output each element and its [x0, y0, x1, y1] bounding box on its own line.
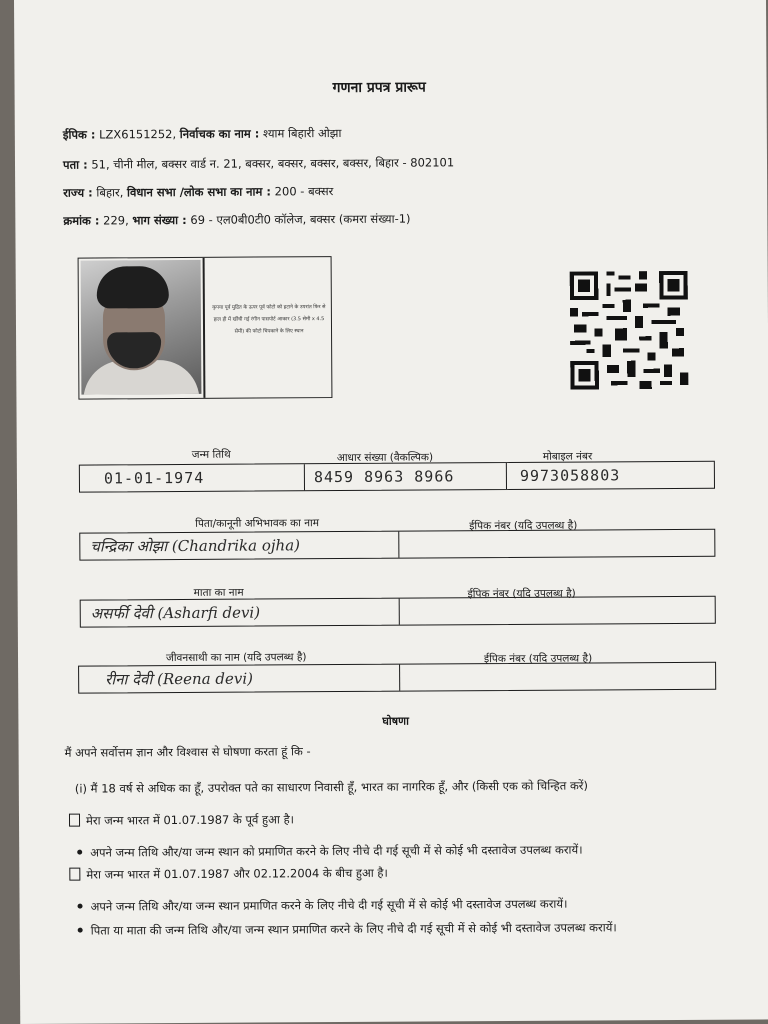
option1-checkbox[interactable] — [69, 814, 80, 827]
part-value: 69 - एल0बी0टी0 कॉलेज, बक्सर (कमरा संख्या-1) — [190, 211, 411, 227]
serial-line — [63, 212, 410, 229]
mother-epic-label: ईपिक नंबर (यदि उपलब्ध है) — [467, 587, 576, 601]
elector-photo — [81, 260, 202, 395]
address-value: 51, चीनी मील, बक्सर वार्ड न. 21, बक्सर, बक्सर, बक्सर, बक्सर, बिहार - 802101 — [91, 155, 455, 172]
spouse-box — [78, 662, 716, 694]
option-born-before-1987 — [69, 812, 294, 828]
mobile-value: 9973058803 — [519, 466, 621, 485]
qr-code — [570, 271, 689, 390]
dob-value: 01-01-1974 — [103, 468, 205, 488]
option2-bullet2-text: पिता या माता की जन्म तिथि और/या जन्म स्थान प्रमाणित करने के लिए नीचे दी गई सूची में से कोई भी दस्तावेज उपलब्ध करायें। — [90, 920, 617, 938]
part-label: भाग संख्या : — [132, 212, 187, 228]
aadhaar-field[interactable] — [306, 463, 507, 490]
option2-bullet-2 — [78, 920, 617, 938]
elector-name-value: श्याम बिहारी ओझा — [262, 126, 342, 141]
father-epic-label: ईपिक नंबर (यदि उपलब्ध है) — [469, 519, 578, 533]
epic-line — [63, 126, 342, 143]
dob-field[interactable] — [80, 464, 305, 491]
declaration-intro: मैं अपने सर्वोत्तम ज्ञान और विश्वास से घोषणा करता हूं कि - — [64, 744, 311, 760]
option2-checkbox[interactable] — [69, 868, 80, 881]
aadhaar-value: 8459 8963 8966 — [313, 467, 455, 487]
form-title: गणना प्रपत्र प्रारूप — [332, 79, 426, 97]
photo-instruction: कृपया पूर्व मुद्रित के ऊपर पूर्व फोटो को हटाने के उपरांत फिर से हाल ही में खींची गई रंगीन पासपोर्ट आकार (3.5 सेमी x 4.5 सेमी) की फोटो चिपकाने के लिए स्थान — [212, 304, 326, 335]
serial-label: क्रमांक : — [63, 213, 100, 228]
spouse-epic-label: ईपिक नंबर (यदि उपलब्ध है) — [483, 652, 593, 666]
state-value: बिहार, — [96, 185, 124, 200]
spouse-name-field[interactable] — [79, 665, 400, 693]
state-label: राज्य : — [63, 185, 93, 200]
elector-name-label: निर्वाचक का नाम : — [179, 126, 260, 141]
epic-label: ईपिक : — [62, 127, 96, 142]
spouse-name-value: रीना देवी (Reena devi) — [105, 669, 254, 689]
father-box — [79, 529, 715, 561]
assembly-value: 200 - बक्सर — [274, 184, 334, 199]
father-label: पिता/कानूनी अभिभावक का नाम — [195, 517, 320, 530]
form-page — [14, 0, 768, 1024]
declaration-point-1: (i) मैं 18 वर्ष से अधिक का हूँ, उपरोक्त पते का साधारण निवासी हूँ, भारत का नागरिक हूँ, और (किसी एक को चिन्हित करें) — [74, 778, 589, 796]
option2-text: मेरा जन्म भारत में 01.07.1987 और 02.12.2004 के बीच हुआ है। — [86, 865, 388, 882]
spouse-label: जीवनसाथी का नाम (यदि उपलब्ध है) — [165, 651, 307, 665]
epic-value: LZX6151252, — [99, 127, 177, 142]
state-line — [63, 184, 333, 201]
address-line — [63, 155, 454, 172]
assembly-label: विधान सभा /लोक सभा का नाम : — [126, 184, 272, 200]
option1-bullet — [77, 843, 582, 861]
mother-name-field[interactable] — [81, 599, 400, 627]
mother-name-value: असर्फी देवी (Asharfi devi) — [90, 603, 261, 623]
serial-value: 229, — [103, 213, 129, 228]
option1-text: मेरा जन्म भारत में 01.07.1987 के पूर्व हुआ है। — [85, 812, 295, 828]
mobile-label: मोबाइल नंबर — [542, 450, 593, 463]
declaration-title: घोषणा — [382, 714, 409, 728]
dob-aadhaar-mobile-box — [79, 461, 715, 493]
mobile-field[interactable] — [512, 462, 712, 489]
mother-box — [80, 596, 716, 628]
dob-label: जन्म तिथि — [191, 448, 231, 461]
option-born-1987-2004 — [69, 866, 388, 883]
mother-label: माता का नाम — [193, 586, 244, 599]
father-name-value: चन्द्रिका ओझा (Chandrika ojha) — [90, 536, 301, 556]
option2-bullet1-text: अपने जन्म तिथि और/या जन्म स्थान प्रमाणित करने के लिए नीचे दी गई सूची में से कोई भी दस्तावेज उपलब्ध करायें। — [90, 896, 568, 914]
father-epic-field[interactable] — [400, 530, 712, 558]
father-name-field[interactable] — [80, 532, 399, 560]
option2-bullet-1 — [77, 897, 567, 915]
spouse-epic-field[interactable] — [401, 663, 713, 691]
address-label: पता : — [62, 157, 88, 172]
mother-epic-field[interactable] — [401, 597, 713, 625]
photo-box — [78, 256, 333, 400]
option1-bullet-text: अपने जन्म तिथि और/या जन्म स्थान को प्रमाणित करने के लिए नीचे दी गई सूची में से कोई भी दस्तावेज उपलब्ध करायें। — [90, 842, 583, 860]
aadhaar-label: आधार संख्या (वैकल्पिक) — [336, 451, 434, 465]
